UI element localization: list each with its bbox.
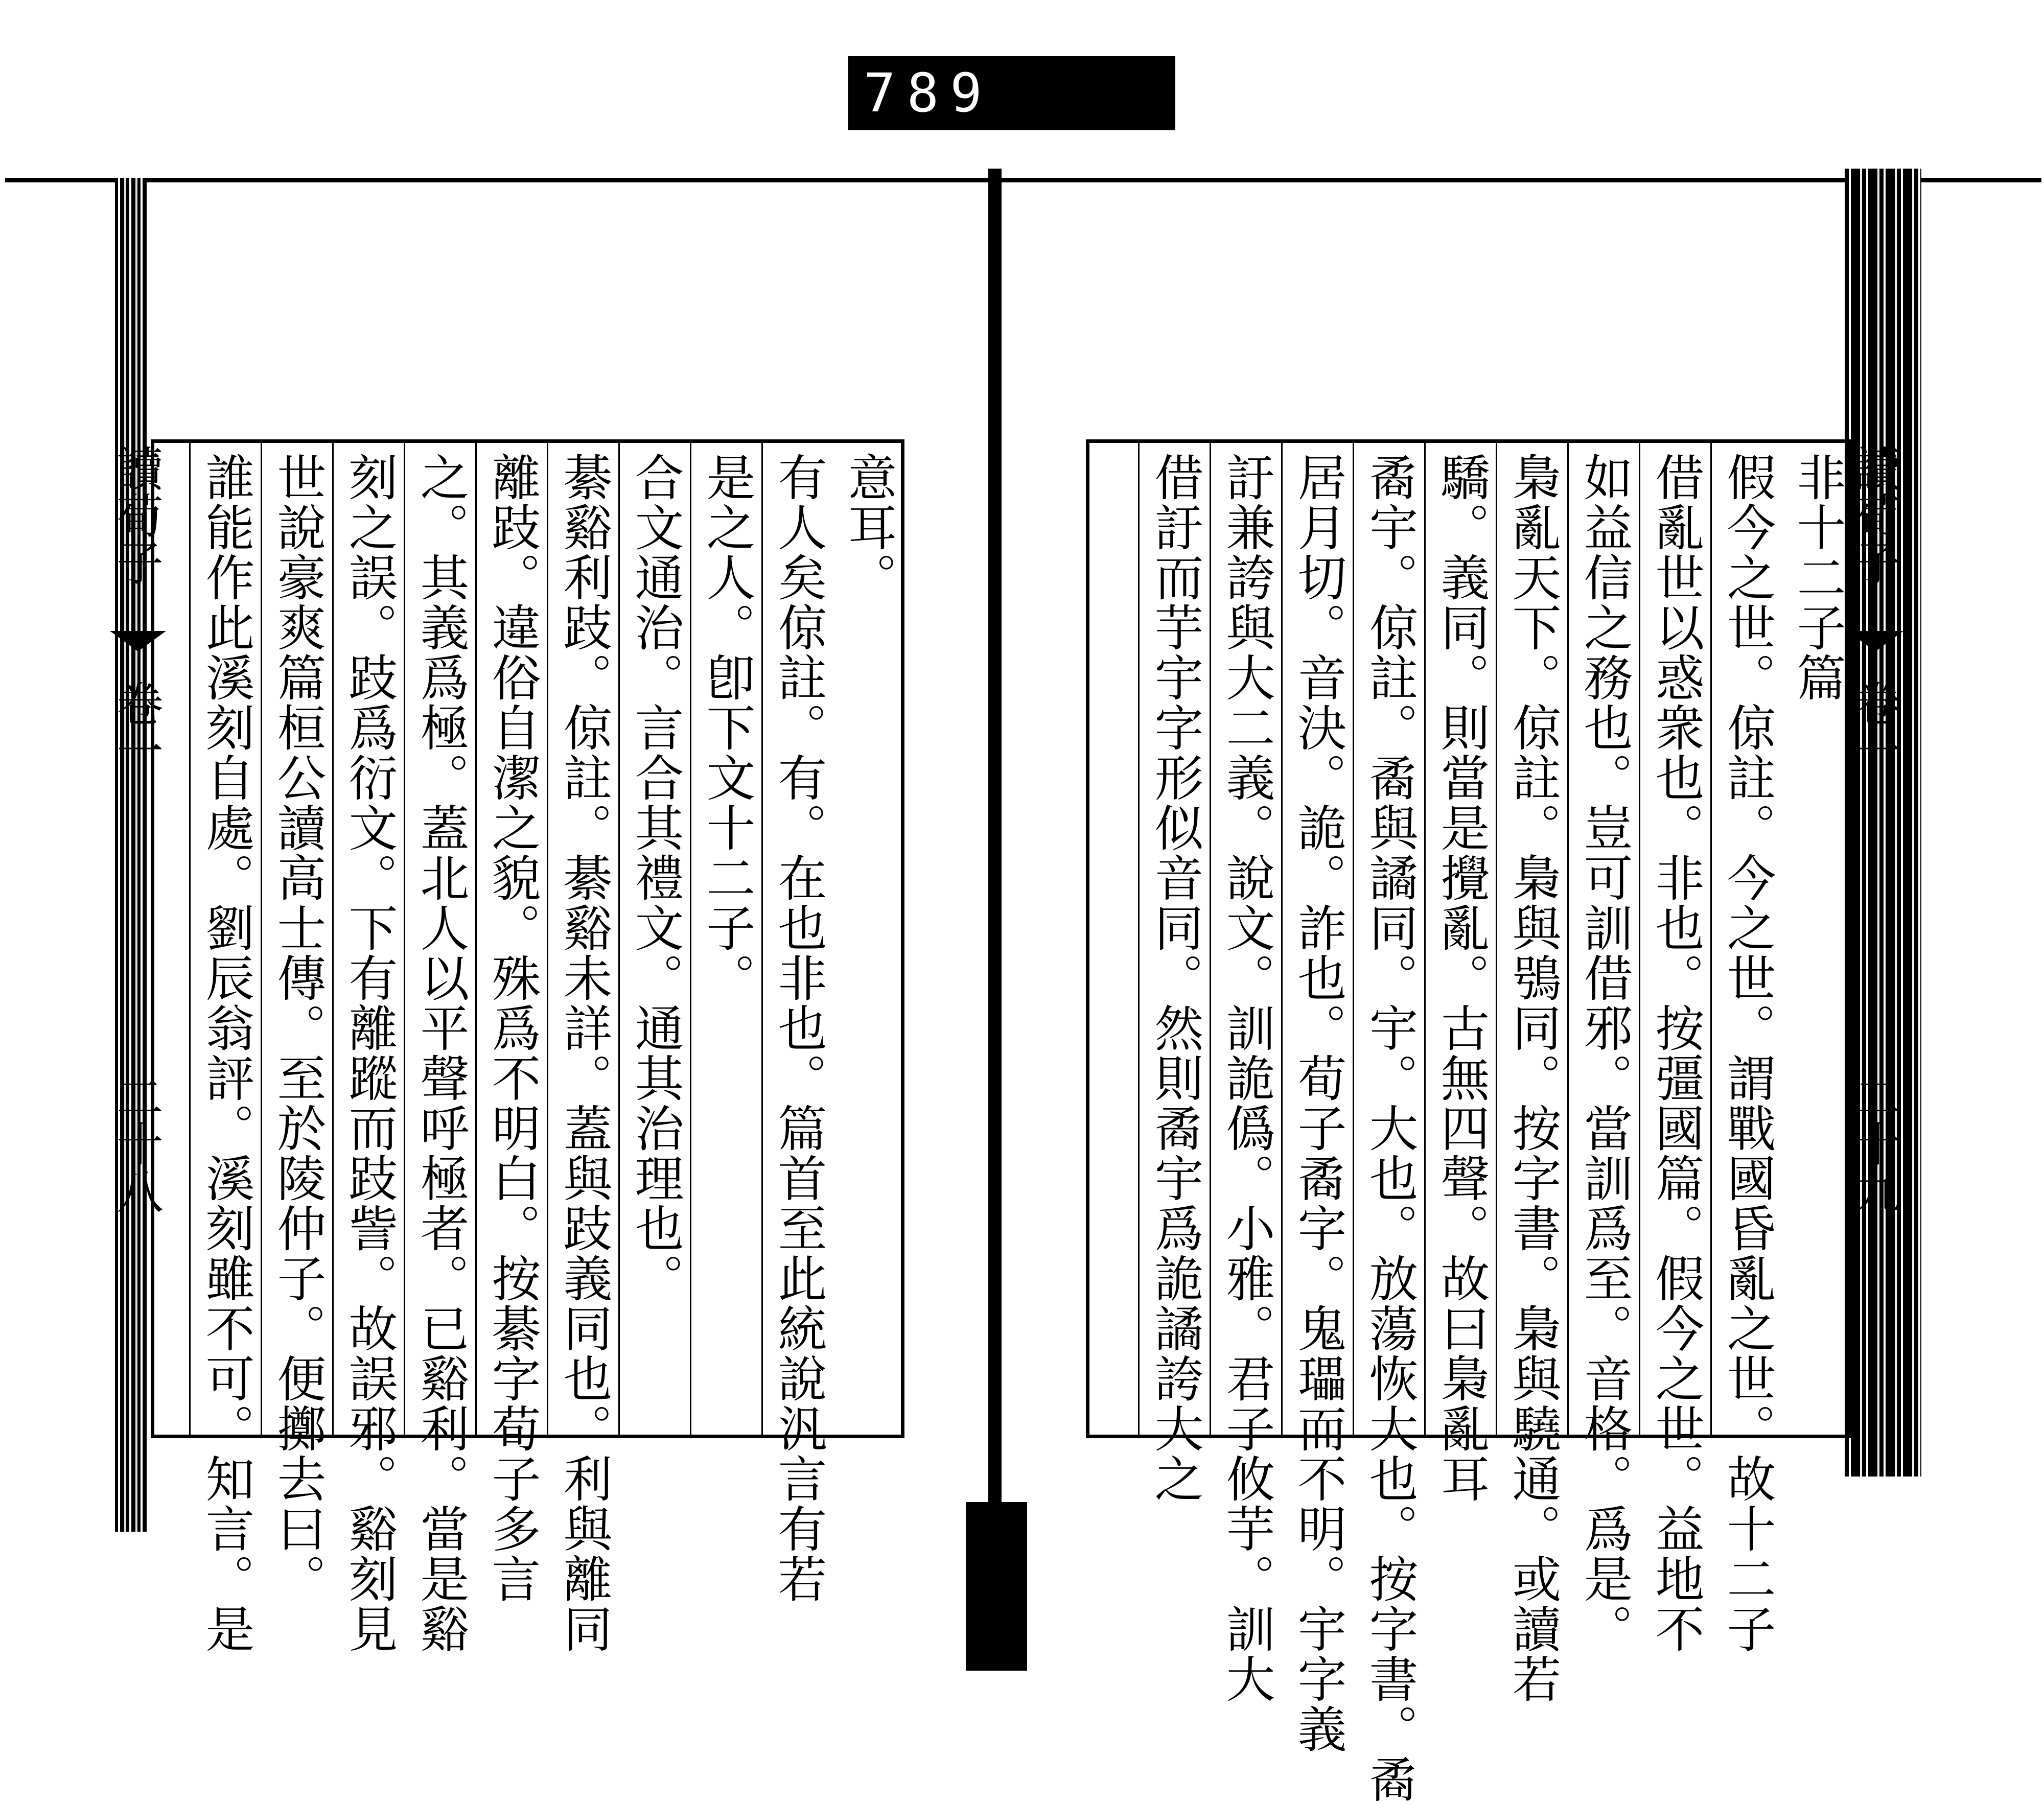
book-spine: [988, 169, 1002, 1620]
text-column: 誰能作此溪刻自處。劉辰翁評。溪刻雖不可。知言。是: [189, 443, 261, 1435]
text-column: 非十二子篇: [1789, 452, 1846, 702]
right-margin-volume: 卷一: [1846, 680, 1901, 774]
text-column: 意耳。: [840, 452, 897, 602]
text-column: 假今之世。倞註。今之世。謂戰國昏亂之世。故十二子: [1710, 443, 1782, 1435]
text-column: 離跂。違俗自潔之貌。殊爲不明白。按綦字荀子多言: [475, 443, 547, 1435]
spine-foot: [966, 1502, 1027, 1671]
text-column: 有人矣倞註。有。在也非也。篇首至此統說汎言有若: [761, 443, 833, 1435]
left-page-edge: [115, 178, 147, 1532]
text-column: 如益信之務也。豈可訓借邪。當訓爲至。音格。爲是。: [1567, 443, 1639, 1435]
book-top-edge: [5, 178, 2041, 182]
right-margin-title: 讀荀子: [1846, 444, 1901, 585]
text-column: 梟亂天下。倞註。梟與鴞同。按字書。梟與驍通。或讀若: [1496, 443, 1567, 1435]
left-margin-page: 二十八: [109, 1073, 164, 1214]
catalog-number-left: 789: [864, 62, 993, 124]
catalog-number-right: 477.: [1252, 62, 1426, 124]
right-page-edge: [1845, 169, 1921, 1477]
text-column: 借亂世以惑衆也。非也。按彊國篇。假今之世。益地不: [1639, 443, 1710, 1435]
text-column: 訏兼誇與大二義。說文。訓詭僞。小雅。君子攸芋。訓大: [1210, 443, 1281, 1435]
text-column: 世說豪爽篇桓公讀高士傳。至於陵仲子。便擲去曰。: [261, 443, 332, 1435]
text-column: 借訏而芋宇字形似音同。然則矞宇爲詭譎誇大之: [1138, 443, 1210, 1435]
catalog-label: [848, 56, 1426, 130]
left-text-frame: [151, 439, 904, 1654]
text-column: 驕。義同。則當是攪亂。古無四聲。故曰梟亂耳: [1424, 443, 1496, 1435]
text-column: 矞宇。倞註。矞與譎同。宇。大也。放蕩恢大也。按字書。矞: [1353, 443, 1424, 1435]
left-margin-title: 讀荀子: [109, 444, 164, 585]
text-column: 刻之誤。跂爲衍文。下有離蹤而跂訾。故誤邪。谿刻見: [332, 443, 404, 1435]
right-margin-page: 二十九: [1846, 1073, 1901, 1214]
text-column: 之。其義爲極。蓋北人以平聲呼極者。已谿利。當是谿: [404, 443, 475, 1435]
text-column: 居月切。音決。詭。詐也。荀子矞字。鬼瓃而不明。宇字義: [1281, 443, 1353, 1435]
left-margin-volume: 卷一: [109, 680, 164, 774]
text-column: 綦谿利跂。倞註。綦谿未詳。蓋與跂義同也。利與離同: [547, 443, 618, 1435]
right-text-frame: [1086, 439, 1852, 1804]
text-column: 是之人。卽下文十二子。: [690, 443, 761, 1435]
text-column: 合文通治。言合其禮文。通其治理也。: [618, 443, 690, 1435]
